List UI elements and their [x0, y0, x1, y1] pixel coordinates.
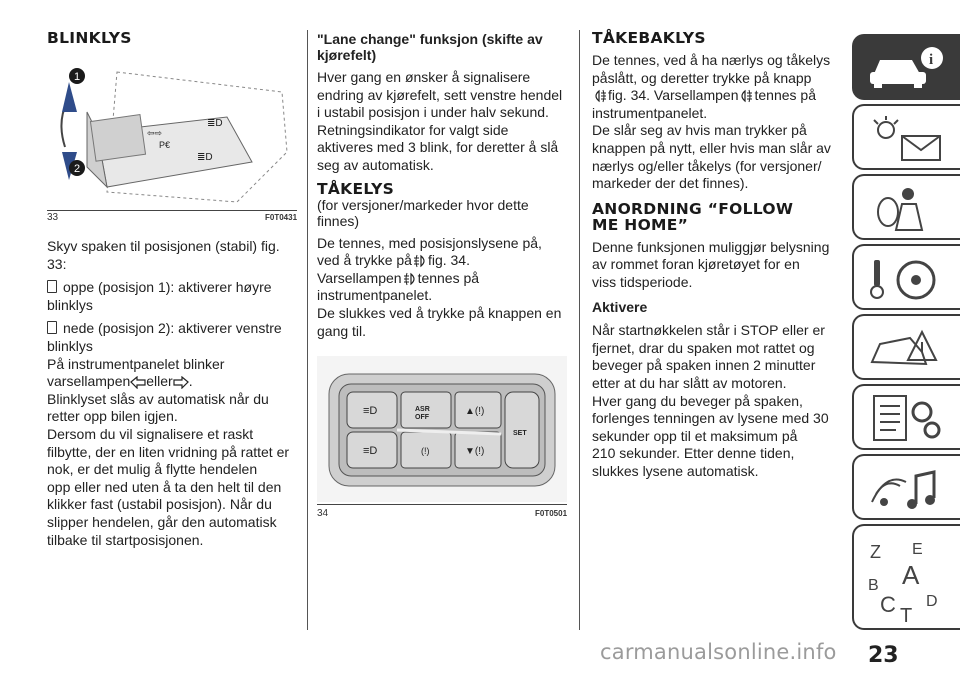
- text-line: De slukkes ved å trykke på knappen en: [317, 304, 562, 321]
- tab-index[interactable]: [852, 524, 960, 630]
- index-letter: A: [902, 560, 920, 590]
- text-line: [317, 252, 567, 270]
- key-steering-wheel-icon: [866, 254, 946, 302]
- text-line: De tennes, ved å ha nærlys og tåkelys: [592, 52, 831, 68]
- blinklys-body: [47, 238, 297, 549]
- text-line: av rommet foran kjøretøyet for en: [592, 256, 800, 273]
- set-button-label: SET: [513, 430, 527, 437]
- light-envelope-icon: [866, 114, 946, 162]
- text-line: Når startnøkkelen står i STOP eller er: [592, 322, 825, 339]
- svg-text:i: i: [929, 52, 934, 68]
- page-number: 23: [868, 643, 899, 668]
- takelys-body: [317, 31, 567, 340]
- turn-signal-lever-illustration: [47, 52, 297, 208]
- text-line: 210 sekunder. Etter denne tiden,: [592, 445, 795, 462]
- text-line: [317, 270, 567, 288]
- figure-33-number: 33: [47, 212, 59, 223]
- text-line: forlenges tenningen av lysene med 30: [592, 410, 829, 427]
- text-line: Retningsindikator for valgt side: [317, 121, 509, 138]
- svg-text:P€: P€: [159, 140, 171, 150]
- heading-takelys: TÅKELYS: [317, 179, 395, 198]
- text-line: Dersom du vil signalisere et raskt: [47, 425, 254, 442]
- svg-text:≡D: ≡D: [363, 445, 378, 457]
- text-line: oppe (posisjon 1): aktiverer høyre: [63, 279, 272, 296]
- tab-multimedia[interactable]: [852, 454, 960, 520]
- text-span: fig. 34.: [427, 252, 470, 269]
- figure-34-number: 34: [317, 508, 329, 519]
- text-line: (for versjoner/markeder hvor dette: [317, 196, 529, 213]
- svg-text:≡D: ≡D: [363, 405, 378, 417]
- fog-light-icon: [402, 272, 418, 286]
- svg-text:(!): (!): [421, 446, 430, 456]
- text-span: .: [188, 373, 193, 390]
- car-info-icon: [866, 44, 946, 92]
- airbag-person-icon: [866, 184, 946, 232]
- svg-text:▲(!): ▲(!): [465, 406, 485, 417]
- svg-text:≣D: ≣D: [197, 152, 213, 163]
- index-letter: D: [926, 593, 938, 610]
- right-arrow-icon: [173, 376, 189, 389]
- figure-34: [317, 356, 567, 505]
- alphabet-index-icon: [866, 534, 946, 624]
- text-span: varsellampen: [47, 373, 131, 390]
- watermark: carmanualsonline.info: [600, 640, 837, 664]
- heading-follow-me-home: ANORDNING “FOLLOW: [592, 199, 794, 218]
- bullet-icon: [47, 280, 57, 293]
- text-line: viss tidsperiode.: [592, 273, 693, 290]
- index-letter: Z: [870, 542, 881, 562]
- figure-33-code: F0T0431: [265, 213, 298, 222]
- index-letter: B: [868, 577, 879, 594]
- rear-fog-light-icon: [738, 89, 754, 103]
- svg-text:⇦⇨: ⇦⇨: [147, 128, 163, 138]
- text-span: ASR: [415, 406, 430, 413]
- fog-light-icon: [412, 254, 428, 268]
- document-gears-icon: [866, 394, 946, 442]
- text-line: slukkes lysene automatisk.: [592, 462, 759, 479]
- text-line: retter opp bilen igjen.: [47, 408, 178, 425]
- music-signal-icon: [866, 464, 946, 512]
- text-line: aktiveres med 3 blink, for deretter å slå: [317, 139, 559, 156]
- text-span: tennes på: [754, 87, 816, 104]
- column-divider: [579, 30, 580, 630]
- svg-text:1: 1: [74, 71, 81, 83]
- text-line: klikker fast (ustabil posisjon). Når du: [47, 496, 272, 513]
- text-line: beveger på spaken innen 2 minutter: [592, 357, 816, 374]
- index-letter: E: [912, 541, 923, 558]
- subheading-lane-change: "Lane change" funksjon (skifte av: [317, 31, 543, 47]
- text-line: tilbake til startposisjonen.: [47, 531, 204, 548]
- left-arrow-icon: [130, 376, 146, 389]
- text-line: nede (posisjon 2): aktiverer venstre: [63, 320, 282, 337]
- text-line: nok, er det mulig å flytte hendelen: [47, 461, 258, 478]
- bullet-icon: [47, 321, 57, 334]
- heading-takebaklys: TÅKEBAKLYS: [592, 29, 706, 47]
- text-span: Varsellampen: [317, 269, 402, 286]
- text-line: Hver gang du beveger på spaken,: [592, 392, 803, 409]
- svg-text:≣D: ≣D: [207, 118, 223, 129]
- subheading-aktivere: Aktivere: [592, 298, 648, 315]
- svg-text:▼(!): ▼(!): [465, 446, 485, 457]
- text-line: seg av automatisk.: [317, 156, 434, 173]
- figure-34-code: F0T0501: [535, 509, 568, 518]
- text-line: Hver gang en ønsker å signalisere: [317, 69, 531, 85]
- text-line: Skyv spaken til posisjonen (stabil) fig.: [47, 238, 280, 254]
- text-line: De tennes, med posisjonslysene på,: [317, 234, 542, 251]
- figure-33: [47, 52, 297, 211]
- text-line: markeder der det finnes).: [592, 175, 749, 192]
- rear-fog-light-icon: [592, 89, 608, 103]
- text-line: gang til.: [317, 322, 367, 339]
- text-line: blinklys: [47, 296, 93, 313]
- text-line: i ustabil posisjon i under halv sekund.: [317, 104, 549, 121]
- tab-maintenance[interactable]: [852, 384, 960, 450]
- heading-blinklys: BLINKLYS: [47, 29, 132, 47]
- text-span: OFF: [415, 414, 429, 421]
- text-line: slipper hendelen, går den automatisk: [47, 513, 277, 530]
- text-line: Denne funksjonen muliggjør belysning: [592, 238, 830, 255]
- index-letter: C: [880, 592, 896, 617]
- text-line: Blinklyset slås av automatisk når du: [47, 390, 269, 407]
- text-line: De slår seg av hvis man trykker på: [592, 122, 807, 139]
- tab-safety[interactable]: [852, 174, 960, 240]
- text-line: instrumentpanelet.: [592, 104, 708, 121]
- text-span: tennes på: [417, 269, 480, 286]
- tab-starting-driving[interactable]: [852, 244, 960, 310]
- text-line: [592, 87, 837, 105]
- text-line: sekunder opp til et maksimum på: [592, 427, 798, 444]
- text-line: 33:: [47, 255, 67, 272]
- index-letter: T: [900, 605, 913, 624]
- text-line: instrumentpanelet.: [317, 287, 433, 304]
- text-span: eller: [146, 373, 173, 390]
- column-divider: [307, 30, 308, 630]
- subheading-lane-change: kjørefelt): [317, 47, 377, 63]
- text-line: fjernet, drar du spaken mot rattet og: [592, 339, 815, 356]
- bullet-item-down: [47, 320, 297, 338]
- car-breakdown-icon: [866, 324, 946, 372]
- text-span: ved å trykke på: [317, 252, 412, 269]
- tab-warning-lights[interactable]: [852, 104, 960, 170]
- text-line: nærlys og/eller tåkelys (for versjoner/: [592, 157, 822, 174]
- text-line: blinklys: [47, 337, 93, 354]
- tab-vehicle-info[interactable]: [852, 34, 960, 100]
- bullet-item-up: [47, 279, 297, 297]
- text-line: etter at du har slått av motoren.: [592, 374, 787, 391]
- text-line: [47, 373, 297, 391]
- text-line: finnes): [317, 212, 360, 229]
- text-line: påslått, og deretter trykke på knapp: [592, 69, 812, 86]
- text-line: endring av kjørefelt, sett venstre hendel: [317, 86, 563, 103]
- text-line: opp eller ned uten å ta den helt til den: [47, 478, 282, 495]
- tab-emergency[interactable]: [852, 314, 960, 380]
- text-line: filbytte, der en liten vridning på rattet er: [47, 443, 290, 460]
- text-span: fig. 34. Varsellampen: [608, 87, 739, 104]
- asr-off-button-label: [415, 406, 430, 422]
- heading-follow-me-home: ME HOME”: [592, 215, 689, 234]
- text-line: knappen på nytt, eller hvis man slår av: [592, 139, 831, 156]
- text-line: På instrumentpanelet blinker: [47, 355, 225, 372]
- takebaklys-body: [592, 30, 837, 480]
- switch-panel-illustration: [317, 356, 567, 502]
- svg-text:2: 2: [74, 163, 81, 175]
